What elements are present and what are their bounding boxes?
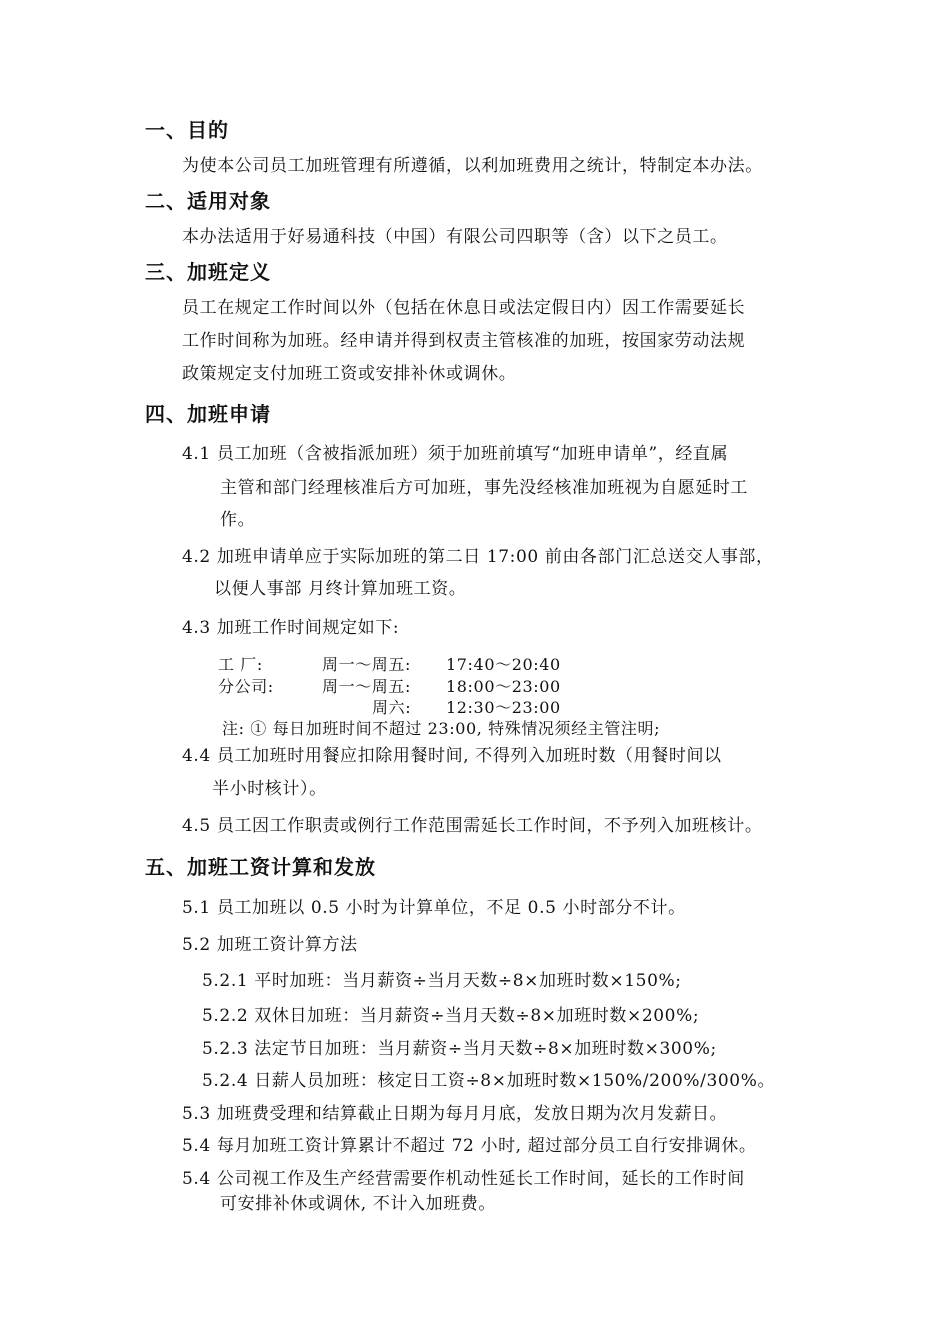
clause-4-1-line: 4.1 员工加班（含被指派加班）须于加班前填写“加班申请单”，经直属	[182, 444, 729, 464]
paragraph-line: 工作时间称为加班。经申请并得到权责主管核准的加班，按国家劳动法规	[182, 331, 746, 351]
section-heading-wages: 五、加班工资计算和发放	[145, 855, 376, 879]
clause-4-3: 4.3 加班工作时间规定如下:	[182, 618, 400, 638]
clause-4-4-line: 半小时核计）。	[212, 779, 327, 799]
clause-5-4-flex-line: 5.4 公司视工作及生产经营需要作机动性延长工作时间，延长的工作时间	[182, 1169, 745, 1189]
schedule-days: 周一～周五:	[322, 677, 411, 696]
clause-4-5: 4.5 员工因工作职责或例行工作范围需延长工作时间，不予列入加班核计。	[182, 816, 763, 836]
clause-5-2-3: 5.2.3 法定节日加班：当月薪资÷当月天数÷8×加班时数×300%;	[202, 1039, 717, 1059]
clause-5-2-4: 5.2.4 日薪人员加班：核定日工资÷8×加班时数×150%/200%/300%。	[202, 1071, 776, 1091]
clause-5-3: 5.3 加班费受理和结算截止日期为每月月底，发放日期为次月发薪日。	[182, 1104, 728, 1124]
schedule-time: 17:40～20:40	[446, 655, 561, 674]
clause-5-1: 5.1 员工加班以 0.5 小时为计算单位，不足 0.5 小时部分不计。	[182, 898, 686, 918]
section-heading-definition: 三、加班定义	[145, 260, 271, 284]
section-heading-scope: 二、适用对象	[145, 189, 271, 213]
clause-4-1-line: 作。	[220, 510, 256, 530]
section-heading-application: 四、加班申请	[145, 402, 271, 426]
clause-4-1-line: 主管和部门经理核准后方可加班，事先没经核准加班视为自愿延时工	[220, 478, 748, 498]
schedule-time: 18:00～23:00	[446, 677, 561, 696]
schedule-days: 周一～周五:	[322, 655, 411, 674]
schedule-time: 12:30～23:00	[446, 698, 561, 717]
schedule-note: 注: ① 每日加班时间不超过 23:00, 特殊情况须经主管注明;	[222, 719, 661, 738]
clause-4-4-line: 4.4 员工加班时用餐应扣除用餐时间, 不得列入加班时数（用餐时间以	[182, 746, 722, 766]
paragraph-line: 政策规定支付加班工资或安排补休或调休。	[182, 364, 517, 384]
clause-4-2-line: 4.2 加班申请单应于实际加班的第二日 17:00 前由各部门汇总送交人事部，	[182, 547, 774, 567]
schedule-place: 工 厂:	[218, 655, 263, 674]
clause-5-2-2: 5.2.2 双休日加班：当月薪资÷当月天数÷8×加班时数×200%;	[202, 1006, 700, 1026]
clause-5-4-limit: 5.4 每月加班工资计算累计不超过 72 小时, 超过部分员工自行安排调休。	[182, 1136, 757, 1156]
clause-5-4-flex-line: 可安排补休或调休, 不计入加班费。	[220, 1194, 497, 1214]
clause-5-2-1: 5.2.1 平时加班：当月薪资÷当月天数÷8×加班时数×150%;	[202, 971, 682, 991]
schedule-days: 周六:	[372, 698, 412, 717]
section-heading-purpose: 一、目的	[145, 118, 229, 142]
paragraph-line: 为使本公司员工加班管理有所遵循，以利加班费用之统计，特制定本办法。	[182, 156, 763, 176]
clause-4-2-line: 以便人事部 月终计算加班工资。	[214, 579, 467, 599]
paragraph-line: 员工在规定工作时间以外（包括在休息日或法定假日内）因工作需要延长	[182, 298, 746, 318]
schedule-place: 分公司:	[218, 677, 274, 696]
clause-5-2: 5.2 加班工资计算方法	[182, 935, 358, 955]
paragraph-line: 本办法适用于好易通科技（中国）有限公司四职等（含）以下之员工。	[182, 227, 728, 247]
